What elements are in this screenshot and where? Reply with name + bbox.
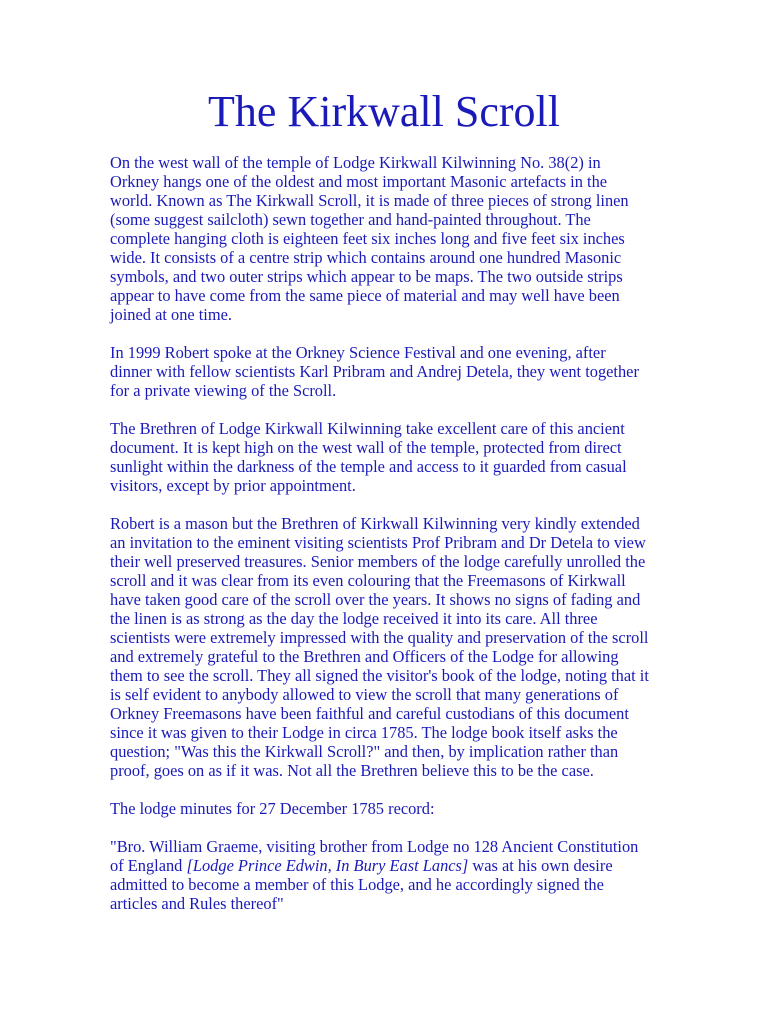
paragraph-minutes-intro: The lodge minutes for 27 December 1785 record:: [110, 799, 435, 818]
document-body: [110, 153, 650, 932]
paragraph-brethren-care: The Brethren of Lodge Kirkwall Kilwinning take excellent care of this ancient document. It is kept high on the west wall of the temple, protected from direct sunlight within the darkness of the temple and access to it guarded from casual visitors, except by prior appointment.: [110, 419, 627, 495]
page-title: The Kirkwall Scroll: [208, 87, 560, 136]
paragraph-viewing: Robert is a mason but the Brethren of Kirkwall Kilwinning very kindly extended an invitation to the eminent visiting scientists Prof Pribram and Dr Detela to view their well preserved treasures. Senior members of the lodge carefully unrolled the scroll and it was clear from its even colouring that the Freemasons of Kirkwall have taken good care of the scroll over the years. It shows no signs of fading and the linen is as strong as the day the lodge received it into its care. All three scientists were extremely impressed with the quality and preservation of the scroll and extremely grateful to the Brethren and Officers of the Lodge for allowing them to see the scroll. They all signed the visitor's book of the lodge, noting that it is self evident to anybody allowed to view the scroll that many generations of Orkney Freemasons have been faithful and careful custodians of this document since it was given to their Lodge in circa 1785. The lodge book itself asks the question; "Was this the Kirkwall Scroll?" and then, by implication rather than proof, goes on as if it was. Not all the Brethren believe this to be the case.: [110, 514, 649, 780]
quote-text-before: "Bro. William Graeme, visiting brother from Lodge no 128 Ancient Constitution of England: [110, 837, 639, 875]
paragraph-intro: On the west wall of the temple of Lodge Kirkwall Kilwinning No. 38(2) in Orkney hangs one of the oldest and most important Masonic artefacts in the world. Known as The Kirkwall Scroll, it is made of three pieces of strong linen (some suggest sailcloth) sewn together and hand-painted throughout. The complete hanging cloth is eighteen feet six inches long and five feet six inches wide. It consists of a centre strip which contains around one hundred Masonic symbols, and two outer strips which appear to be maps. The two outside strips appear to have come from the same piece of material and may well have been joined at one time.: [110, 153, 629, 324]
minutes-quote: [110, 837, 650, 913]
quote-text-italic: [Lodge Prince Edwin, In Bury East Lancs]: [186, 856, 469, 875]
quote-text-after: was at his own desire admitted to become a member of this Lodge, and he accordingly signed the articles and Rules thereof": [110, 856, 613, 913]
paragraph-science-festival: In 1999 Robert spoke at the Orkney Science Festival and one evening, after dinner with fellow scientists Karl Pribram and Andrej Detela, they went together for a private viewing of the Scroll.: [110, 343, 639, 400]
